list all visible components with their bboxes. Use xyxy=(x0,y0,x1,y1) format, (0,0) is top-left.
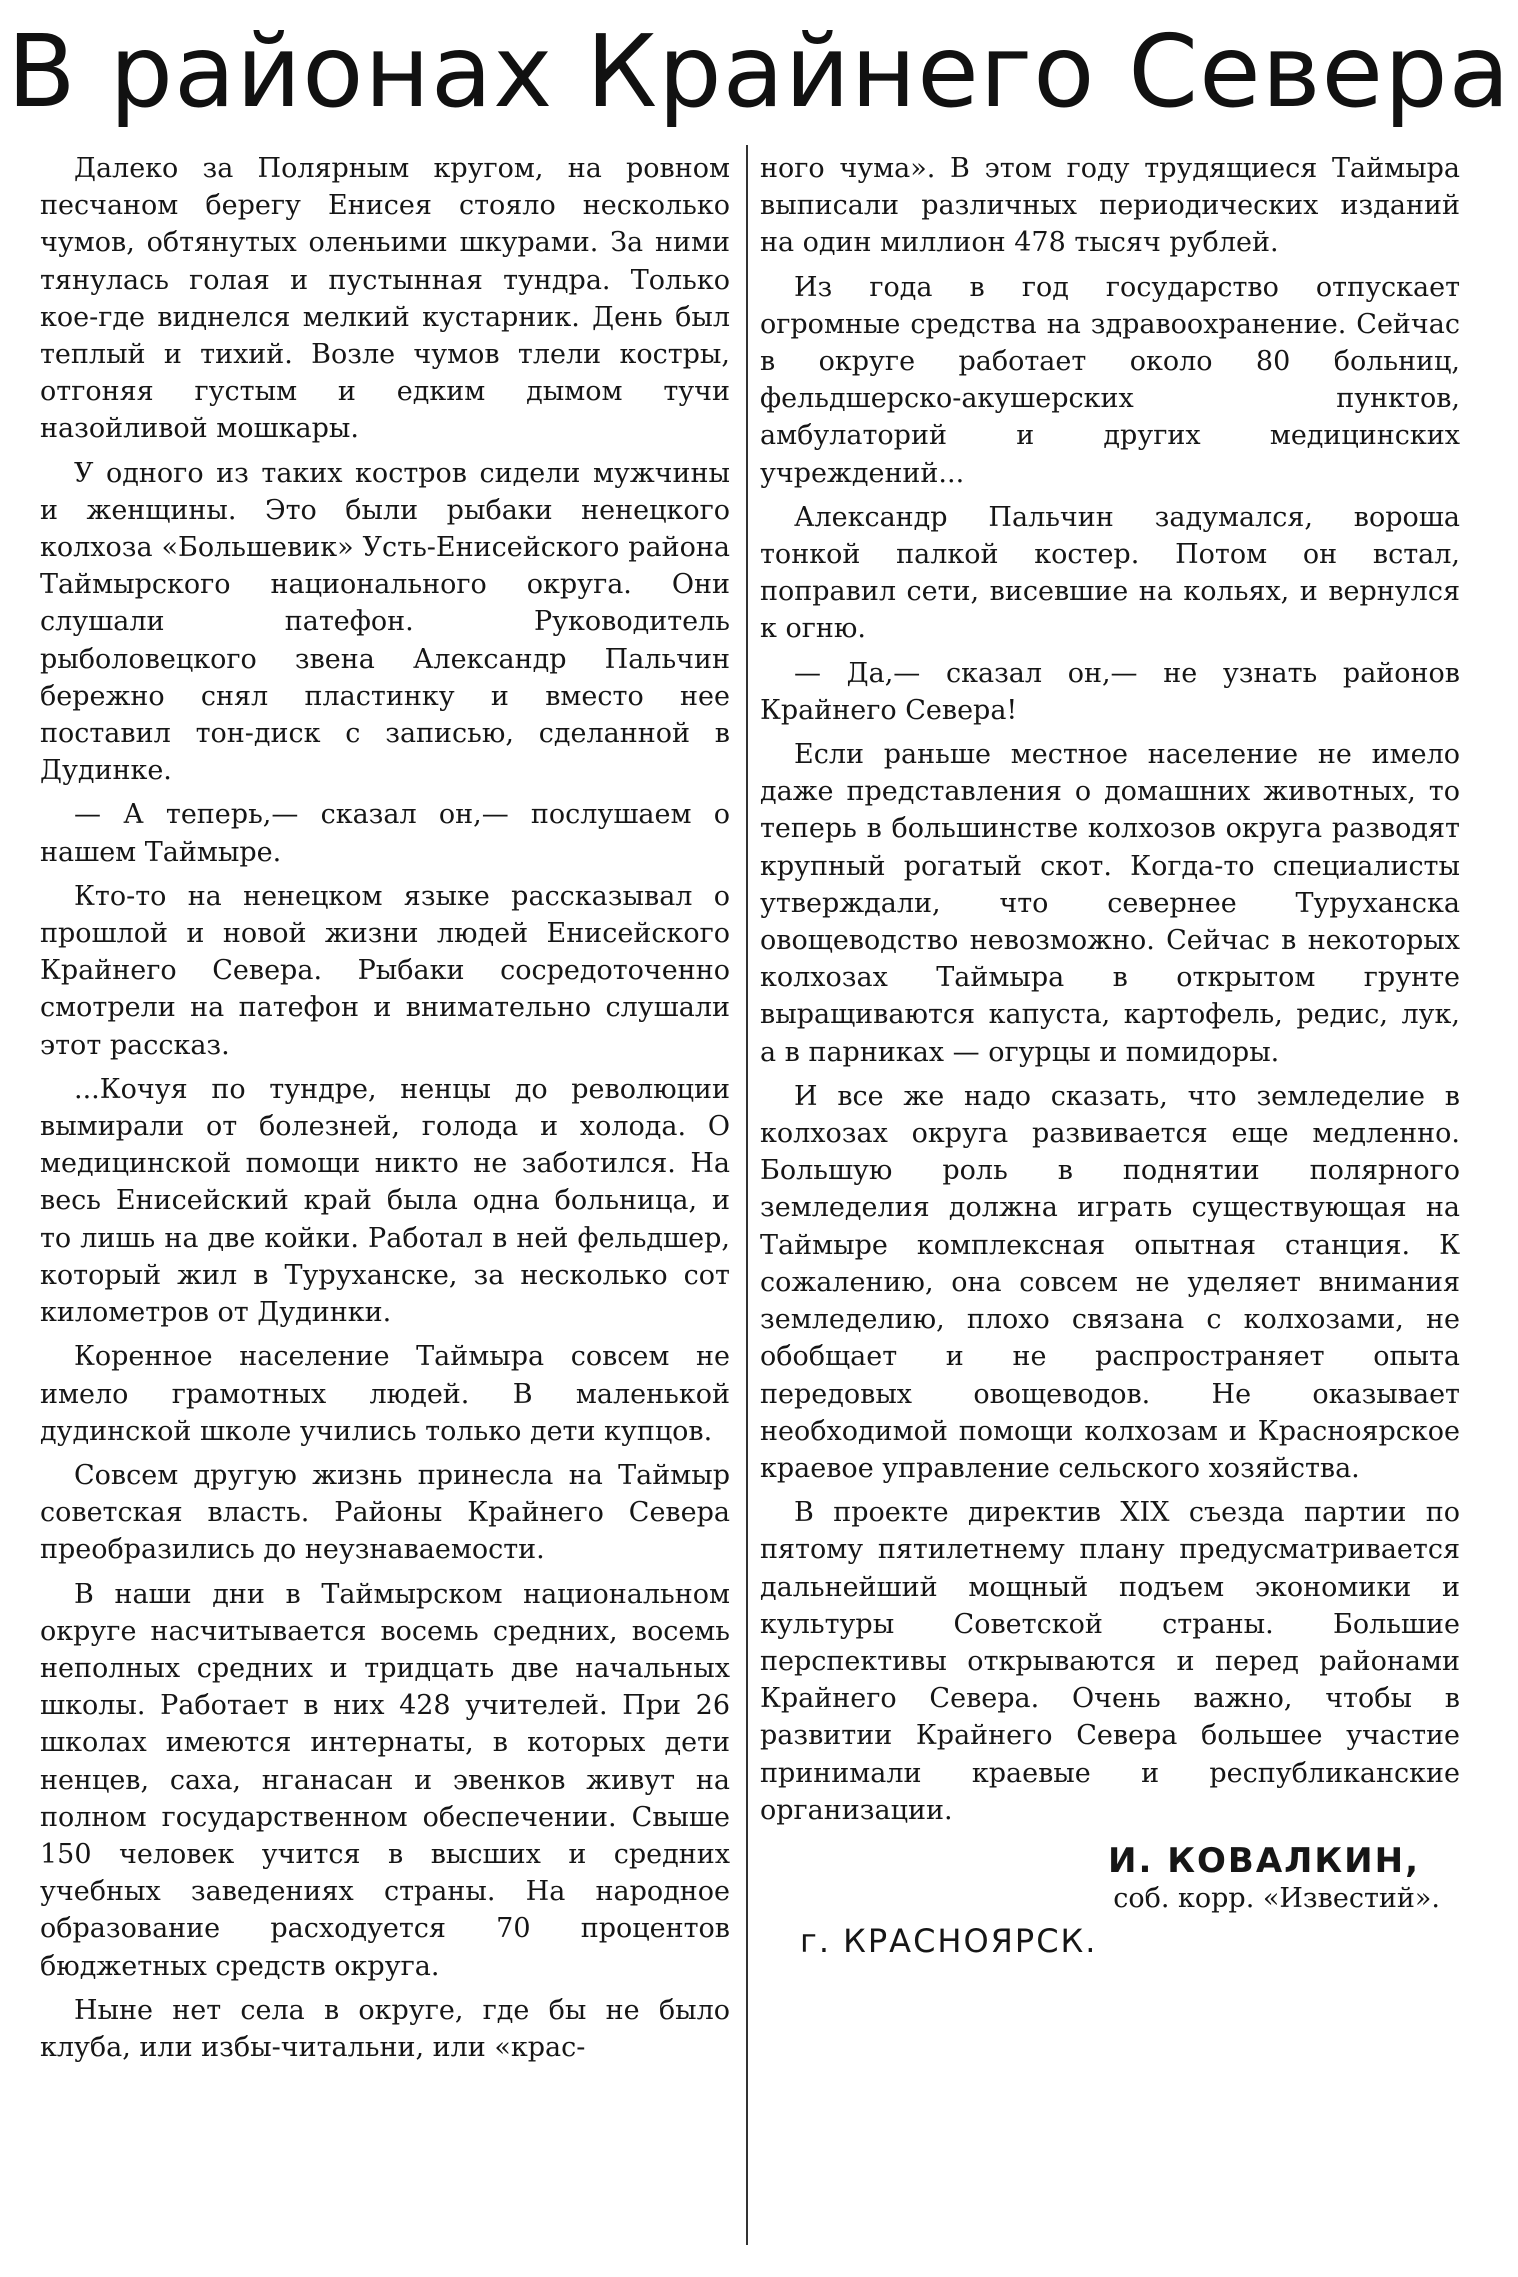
paragraph: — А теперь,— сказал он,— послушаем о нашем Таймыре. xyxy=(40,799,730,868)
paragraph: ...Кочуя по тундре, ненцы до революции вымирали от болезней, голода и холода. О медицинской помощи никто не заботился. На весь Енисейский край была одна больница, и то лишь на две койки. Работал в ней фельдшер, который жил в Туруханске, за несколько сот километров от Дудинки. xyxy=(40,1073,730,1329)
paragraph: В наши дни в Таймырском национальном округе насчитывается восемь средних, восемь неполных средних и тридцать две начальных школы. Работает в них 428 учителей. При 26 школах имеются интернаты, в которых дети ненцев, саха, нганасан и эвенков живут на полном государственном обеспечении. Свыше 150 человек учится в высших и средних учебных заведениях страны. На народное образование расходуется 70 процентов бюджетных средств округа. xyxy=(40,1578,730,1982)
paragraph: В проекте директив XIX съезда партии по пятому пятилетнему плану предусматривается дальнейший мощный подъем экономики и культуры Советской страны. Большие перспективы открываются и перед районами Крайнего Севера. Очень важно, чтобы в развитии Крайнего Севера большее участие принимали краевые и республиканские организации. xyxy=(760,1497,1460,1826)
column-divider xyxy=(746,145,748,2245)
paragraph: У одного из таких костров сидели мужчины и женщины. Это были рыбаки ненецкого колхоза «Большевик» Усть-Енисейского района Таймырского национального округа. Они слушали патефон. Руководитель рыболовецкого звена Александр Пальчин бережно снял пластинку и вместо нее поставил тон-диск с записью, сделанной в Дудинке. xyxy=(40,457,730,787)
paragraph: Александр Пальчин задумался, вороша тонкой палкой костер. Потом он встал, поправил сети, висевшие на кольях, и вернулся к огню. xyxy=(760,501,1460,645)
paragraph: Кто-то на ненецком языке рассказывал о прошлой и новой жизни людей Енисейского Крайнего Севера. Рыбаки сосредоточенно смотрели на патефон и внимательно слушали этот рассказ. xyxy=(40,880,730,1061)
left-column xyxy=(40,150,730,2073)
paragraph: — Да,— сказал он,— не узнать районов Крайнего Севера! xyxy=(760,657,1460,726)
paragraph: Ныне нет села в округе, где бы не было клуба, или избы-читальни, или «крас- xyxy=(40,1994,730,2063)
dateline-city: г. КРАСНОЯРСК. xyxy=(800,1921,1098,1960)
paragraph: Если раньше местное население не имело даже представления о домашних животных, то теперь в большинстве колхозов округа разводят крупный рогатый скот. Когда-то специалисты утверждали, что севернее Туруханска овощеводство невозможно. Сейчас в некоторых колхозах Таймыра в открытом грунте выращиваются капуста, картофель, редис, лук, а в парниках — огурцы и помидоры. xyxy=(760,739,1460,1068)
author-name: И. КОВАЛКИН, xyxy=(1108,1840,1420,1881)
paragraph: Коренное население Таймыра совсем не имело грамотных людей. В маленькой дудинской школе учились только дети купцов. xyxy=(40,1341,730,1447)
headline: В районах Крайнего Севера xyxy=(7,13,1511,130)
author-role: соб. корр. «Известий». xyxy=(1113,1882,1440,1914)
paragraph: Из года в год государство отпускает огромные средства на здравоохранение. Сейчас в округе работает около 80 больниц, фельдшерско-акушерских пунктов, амбулаторий и других медицинских учреждений... xyxy=(760,271,1460,489)
signature xyxy=(760,1840,1460,1960)
paragraph: Далеко за Полярным кругом, на ровном песчаном берегу Енисея стояло несколько чумов, обтянутых оленьими шкурами. За ними тянулась голая и пустынная тундра. Только кое-где виднелся мелкий кустарник. День был теплый и тихий. Возле чумов тлели костры, отгоняя густым и едким дымом тучи назойливой мошкары. xyxy=(40,153,730,445)
paragraph: ного чума». В этом году трудящиеся Таймыра выписали различных периодических изданий на один миллион 478 тысяч рублей. xyxy=(760,153,1460,259)
paragraph: И все же надо сказать, что земледелие в колхозах округа развивается еще медленно. Большую роль в поднятии полярного земледелия должна играть существующая на Таймыре комплексная опытная станция. К сожалению, она совсем не уделяет внимания земледелию, плохо связана с колхозами, не обобщает и не распространяет опыта передовых овощеводов. Не оказывает необходимой помощи колхозам и Красноярское краевое управление сельского хозяйства. xyxy=(760,1080,1460,1484)
paragraph: Совсем другую жизнь принесла на Таймыр советская власть. Районы Крайнего Севера преобразились до неузнаваемости. xyxy=(40,1459,730,1566)
right-column xyxy=(760,150,1460,1960)
